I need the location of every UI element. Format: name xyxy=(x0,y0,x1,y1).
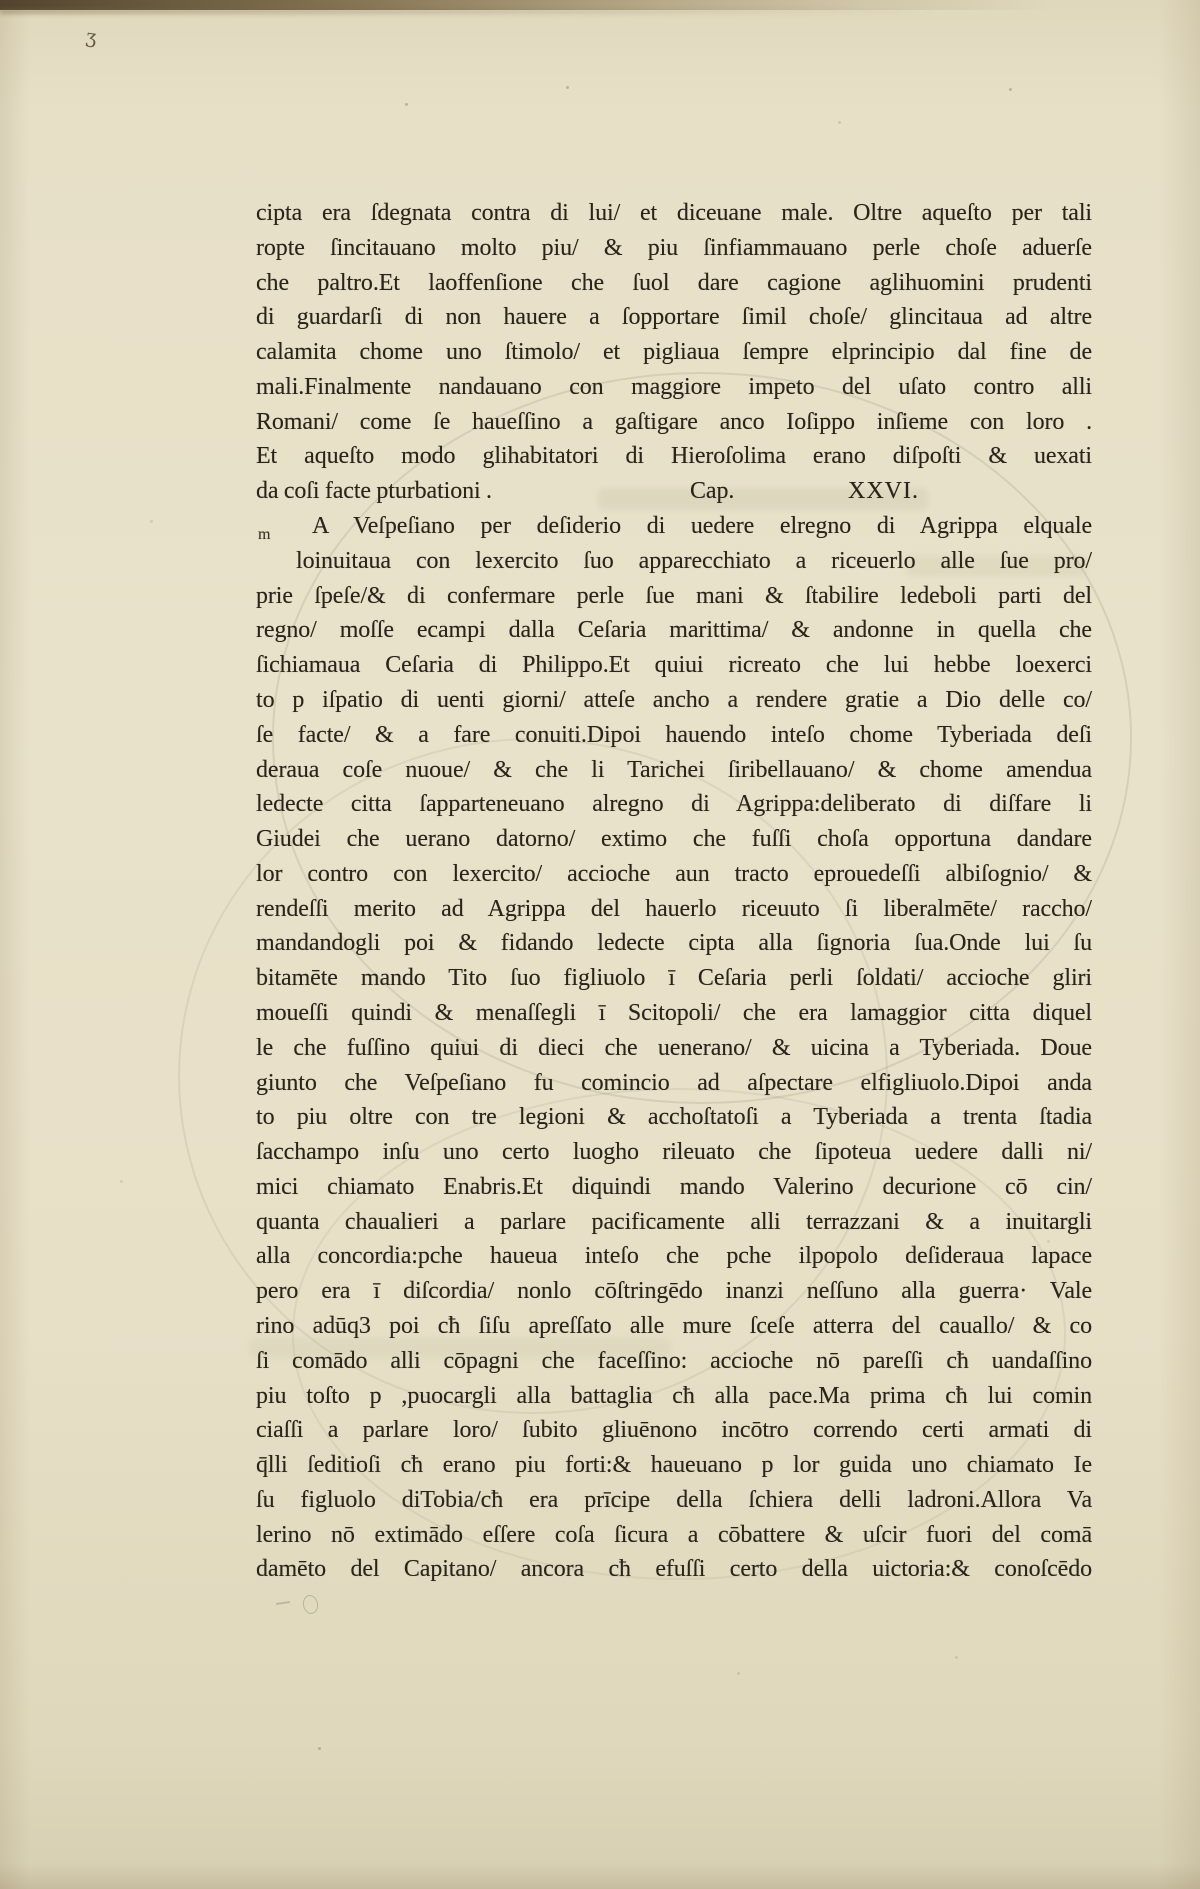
paper-speck xyxy=(838,121,841,124)
scan-bottom-shadow xyxy=(0,1863,1200,1889)
text-line: mandandogli poi & fidando ledecte cipta alla ſignoria ſua.Onde lui ſu xyxy=(256,930,1092,957)
paper-speck xyxy=(1009,88,1012,91)
text-line: giunto che Veſpeſiano fu comincio ad aſpectare elfigliuolo.Dipoi anda xyxy=(256,1069,1092,1096)
text-line: ſi comādo alli cōpagni che faceſſino: accioche nō pareſſi cħ uandaſſino xyxy=(256,1347,1092,1374)
text-line: ſichiamaua Ceſaria di Philippo.Et quiui ricreato che lui hebbe loexerci xyxy=(256,652,1092,679)
text-line: Giudei che uerano datorno/ extimo che fuſſi choſa opportuna dandare xyxy=(256,826,1092,853)
chapter-heading-line xyxy=(256,474,1092,509)
text-line: alla concordia:pche haueua inteſo che pche ilpopolo deſideraua lapace xyxy=(256,1243,1092,1270)
text-line: mici chiamato Enabris.Et diquindi mando Valerino decurione cō cin/ xyxy=(256,1173,1092,1200)
text-line: Romani/ come ſe haueſſino a gaſtigare anco Ioſippo inſieme con loro . xyxy=(256,408,1092,435)
text-line: pero era ī diſcordia/ nonlo cōſtringēdo inanzi neſſuno alla guerra· Vale xyxy=(256,1278,1092,1305)
paper-speck xyxy=(150,520,153,523)
text-line: bitamēte mando Tito ſuo figliuolo ī Ceſaria perli ſoldati/ accioche gliri xyxy=(256,965,1092,992)
paper-speck xyxy=(405,103,408,106)
text-line: ſacchampo inſu uno certo luogho rileuato che ſipoteua uedere dalli ni/ xyxy=(256,1139,1092,1166)
scan-top-edge-shadow xyxy=(0,9,936,14)
chapter-number: XXVI. xyxy=(848,478,919,505)
text-line: lor contro con lexercito/ accioche aun tracto eprouedeſſi albiſognio/ & xyxy=(256,860,1092,887)
text-line: le che fuſſino quiui di dieci che uenerano/ & uicina a Tyberiada. Doue xyxy=(256,1034,1092,1061)
paragraph-end-text: da coſi facte pturbationi . xyxy=(256,478,492,505)
text-line: ropte ſincitauano molto piu/ & piu ſinfiammauano perle choſe aduerſe xyxy=(256,234,1092,261)
text-line-content: A Veſpeſiano per deſiderio di uedere elregno di Agrippa elquale xyxy=(312,513,1092,540)
text-line: che paltro.Et laoffenſione che ſuol dare cagione aglihuomini prudenti xyxy=(256,269,1092,296)
paper-speck xyxy=(120,1180,123,1183)
text-line: rendeſſi merito ad Agrippa del hauerlo riceuuto ſi liberalmēte/ raccho/ xyxy=(256,895,1092,922)
text-line: ſu figluolo diTobia/cħ era prīcipe della ſchiera delli ladroni.Allora Va xyxy=(256,1486,1092,1513)
rubricator-guide-letter: m xyxy=(258,526,271,544)
text-line: prie ſpeſe/& di confermare perle ſue mani & ſtabilire ledeboli parti del xyxy=(256,582,1092,609)
text-line: cipta era ſdegnata contra di lui/ et diceuane male. Oltre aqueſto per tali xyxy=(256,200,1092,226)
text-line: di guardarſi di non hauere a ſopportare ſimil choſe/ glincitaua ad altre xyxy=(256,304,1092,331)
text-line: q̄lli ſeditioſi cħ erano piu forti:& haueuano p lor guida uno chiamato Ie xyxy=(256,1452,1092,1479)
text-line: deraua coſe nuoue/ & che li Tarichei ſiribellauano/ & chome amendua xyxy=(256,756,1092,783)
paper-speck xyxy=(566,86,569,89)
text-line: piu toſto p ,puocargli alla battaglia cħ alla pace.Ma prima cħ lui comin xyxy=(256,1382,1092,1409)
printed-text-block xyxy=(256,196,1092,1587)
paper-speck xyxy=(318,1747,321,1750)
text-line: mali.Finalmente nandauano con maggiore impeto del uſato contro alli xyxy=(256,373,1092,400)
text-line: lerino nō extimādo eſſere coſa ſicura a cōbattere & uſcir fuori del comā xyxy=(256,1521,1092,1548)
text-line: loinuitaua con lexercito ſuo apparecchiato a riceuerlo alle ſue pro/ xyxy=(296,547,1092,574)
ink-mark: ʒ xyxy=(84,25,99,49)
text-line: calamita chome uno ſtimolo/ et pigliaua ſempre elprincipio dal fine de xyxy=(256,339,1092,366)
text-line: damēto del Capitano/ ancora cħ efuſſi certo della uictoria:& conoſcēdo xyxy=(256,1556,1092,1583)
ink-ring-mark xyxy=(301,1594,319,1615)
ink-dash-mark xyxy=(276,1601,290,1605)
text-line: ſe facte/ & a fare conuiti.Dipoi hauendo inteſo chome Tyberiada deſi xyxy=(256,721,1092,748)
text-line xyxy=(256,509,1092,544)
text-line: regno/ moſſe ecampi dalla Ceſaria marittima/ & andonne in quella che xyxy=(256,617,1092,644)
paper-speck xyxy=(955,1656,958,1659)
text-line: ciaſſi a parlare loro/ ſubito gliuēnono incōtro correndo certi armati di xyxy=(256,1417,1092,1444)
text-line: to piu oltre con tre legioni & acchoſtatoſi a Tyberiada a trenta ſtadia xyxy=(256,1104,1092,1131)
text-line: moueſſi quindi & menaſſegli ī Scitopoli/ che era lamaggior citta diquel xyxy=(256,999,1092,1026)
text-line: quanta chaualieri a parlare pacificamente alli terrazzani & a inuitargli xyxy=(256,1208,1092,1235)
text-line: rino adūq3 poi cħ ſiſu apreſſato alle mure ſceſe atterra del cauallo/ & co xyxy=(256,1313,1092,1339)
text-line: ledecte citta ſapparteneuano alregno di Agrippa:deliberato di diſfare li xyxy=(256,791,1092,818)
text-line: to p iſpatio di uenti giorni/ atteſe ancho a rendere gratie a Dio delle co/ xyxy=(256,686,1092,713)
paper-speck xyxy=(737,1672,740,1675)
chapter-cap-label: Cap. xyxy=(690,478,735,505)
text-line: Et aqueſto modo glihabitatori di Hieroſolima erano diſpoſti & uexati xyxy=(256,443,1092,470)
